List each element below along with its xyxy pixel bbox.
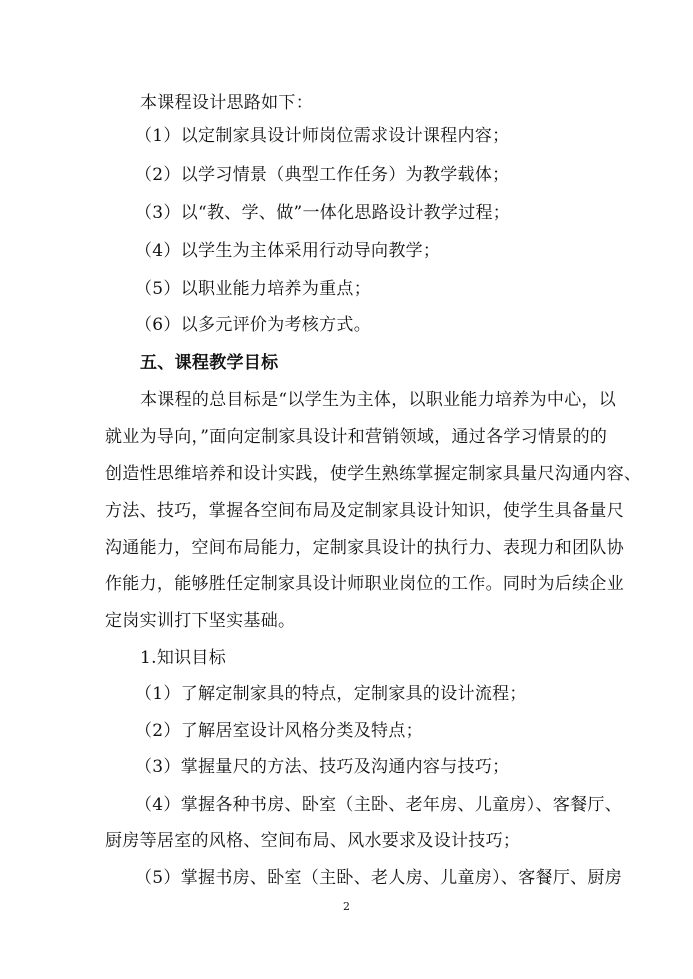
list-item: （1）以定制家具设计师岗位需求设计课程内容； [135, 126, 510, 146]
paragraph-line: 方法、技巧，掌握各空间布局及定制家具设计知识，使学生具备量尺 [105, 501, 624, 521]
list-item: （5）以职业能力培养为重点； [135, 279, 372, 299]
paragraph-line: 沟通能力，空间布局能力，定制家具设计的执行力、表现力和团队协 [105, 538, 624, 558]
list-item: （4）掌握各种书房、卧室（主卧、老年房、儿童房）、客餐厅、 [135, 795, 623, 815]
list-item: （2）以学习情景（典型工作任务）为教学载体； [135, 165, 510, 185]
list-item: （6）以多元评价为考核方式。 [135, 315, 372, 335]
page-number: 2 [343, 900, 350, 913]
paragraph-line: 定岗实训打下坚实基础。 [105, 611, 296, 631]
subsection-heading: 1.知识目标 [140, 648, 227, 668]
list-item: （3）以“教、学、做”一体化思路设计教学过程； [135, 203, 511, 223]
list-item: （4）以学生为主体采用行动导向教学； [135, 241, 441, 261]
list-item: （5）掌握书房、卧室（主卧、老人房、儿童房）、客餐厅、厨房 [135, 868, 623, 888]
list-item: （3）掌握量尺的方法、技巧及沟通内容与技巧； [135, 757, 510, 777]
paragraph-line: 作能力，能够胜任定制家具设计师职业岗位的工作。同时为后续企业 [105, 574, 624, 594]
list-item-continuation: 厨房等居室的风格、空间布局、风水要求及设计技巧； [105, 831, 521, 851]
section-heading: 五、课程教学目标 [140, 353, 279, 373]
paragraph-line: 就业为导向，”面向定制家具设计和营销领域，通过各学习情景的的 [105, 427, 608, 447]
list-item: （2）了解居室设计风格分类及特点； [135, 721, 423, 741]
paragraph-line: 本课程的总目标是“以学生为主体，以职业能力培养为中心，以 [140, 390, 617, 410]
paragraph-line: 创造性思维培养和设计实践，使学生熟练掌握定制家具量尺沟通内容、 [105, 464, 642, 484]
list-item: （1）了解定制家具的特点，定制家具的设计流程； [135, 684, 527, 704]
text-line: 本课程设计思路如下： [140, 93, 313, 113]
